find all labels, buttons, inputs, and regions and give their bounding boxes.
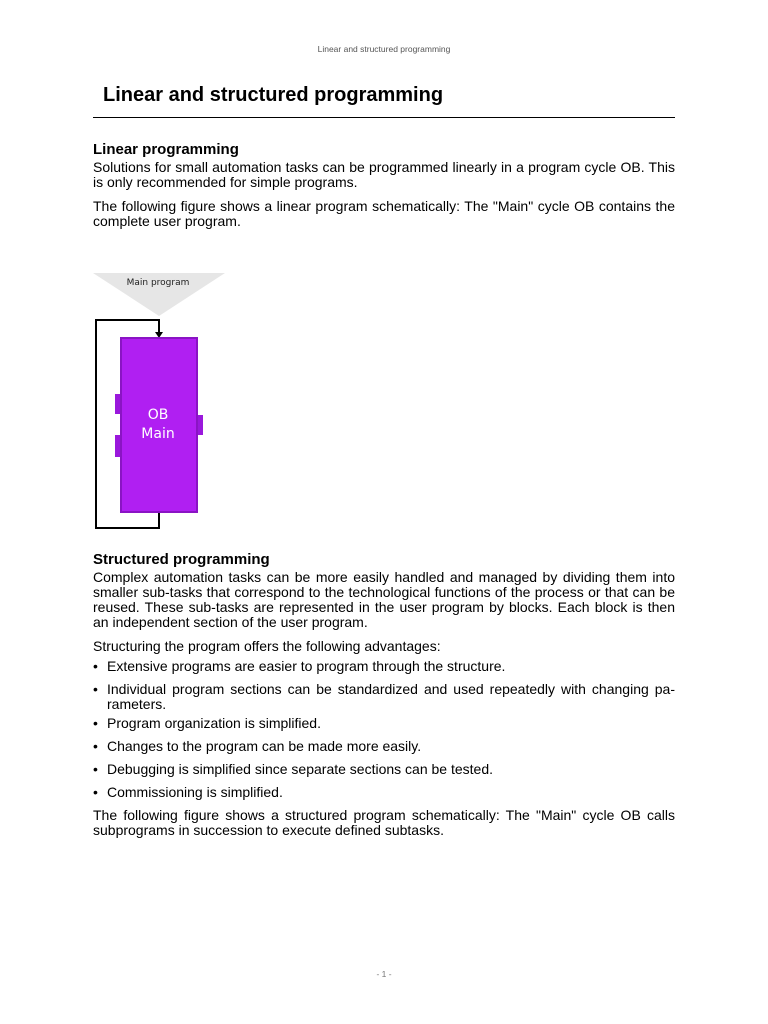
- list-item: • Debugging is simplified since separate sections can be tested.: [93, 761, 493, 777]
- bullet-icon: •: [93, 738, 98, 754]
- main-label: Main: [141, 426, 175, 442]
- linear-programming-section: [93, 142, 675, 238]
- page-number: - 1 -: [376, 969, 392, 979]
- list-item: • Program organization is simplified.: [93, 715, 321, 731]
- structured-closing-paragraph: The following figure shows a structured program schematically: The "Main" cycle OB calls subprograms in succession to execute defined subtasks.: [93, 807, 675, 838]
- main-program-label: Main program: [126, 278, 190, 288]
- bullet-icon: •: [93, 681, 98, 697]
- running-header: Linear and structured programming: [317, 44, 451, 54]
- bullet-icon: •: [93, 658, 98, 674]
- structured-paragraph-1: Complex automation tasks can be more easily handled and managed by dividing them into smaller sub-tasks that correspond to the technological functions of the process or that can be reused. These sub-tasks are represented in the user program by blocks. Each block is then an independent section of the user program.: [93, 569, 675, 630]
- title-divider: [93, 117, 675, 118]
- bullet-icon: •: [93, 761, 98, 777]
- structured-programming-section: [93, 552, 675, 847]
- linear-paragraph-2: The following figure shows a linear program schematically: The "Main" cycle OB contains the complete user program.: [93, 198, 675, 229]
- linear-programming-heading: Linear programming: [93, 141, 239, 158]
- structured-programming-heading: Structured programming: [93, 551, 270, 568]
- ob-label: OB: [147, 407, 169, 423]
- bullet-icon: •: [93, 784, 98, 800]
- list-item: • Commissioning is simplified.: [93, 784, 283, 800]
- linear-program-figure: [92, 270, 232, 534]
- ob-main-block: [121, 338, 197, 512]
- structured-paragraph-2: Structuring the program offers the following advantages:: [93, 638, 441, 654]
- bullet-icon: •: [93, 715, 98, 731]
- advantages-list: [93, 659, 675, 800]
- linear-paragraph-1: Solutions for small automation tasks can be programmed linearly in a program cycle OB. This is only recommended for simple programs.: [93, 159, 675, 190]
- page-title: Linear and structured programming: [103, 84, 444, 106]
- list-item: • Extensive programs are easier to program through the structure.: [93, 658, 506, 674]
- list-item: • Individual program sections can be standardized and used repeatedly with changing pa-rameters.: [93, 681, 675, 712]
- list-item: • Changes to the program can be made more easily.: [93, 738, 422, 754]
